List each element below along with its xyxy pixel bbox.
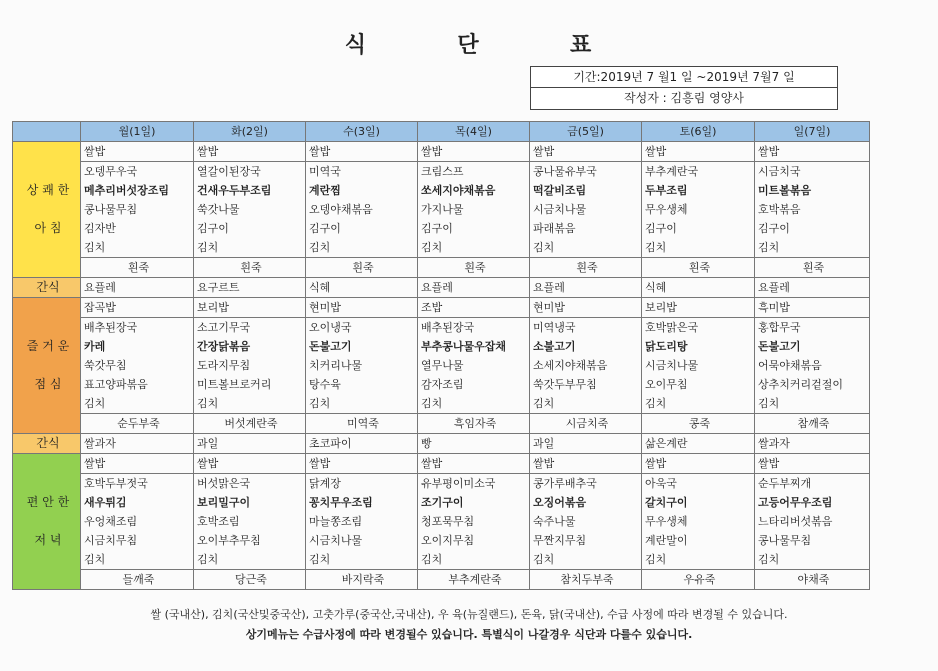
dish-cell: 어묵야채볶음 — [755, 356, 870, 375]
porridge-cell: 미역죽 — [306, 414, 418, 434]
menu-row — [13, 356, 870, 375]
dish-cell: 숙주나물 — [530, 512, 642, 531]
porridge-cell: 들깨죽 — [81, 570, 194, 590]
dish-cell: 무우생체 — [642, 512, 755, 531]
dish-cell: 배추된장국 — [418, 318, 530, 338]
porridge-cell: 참깨죽 — [755, 414, 870, 434]
dish-cell: 소세지야채볶음 — [530, 356, 642, 375]
porridge-cell: 당근죽 — [194, 570, 306, 590]
dish-cell: 오이부추무침 — [194, 531, 306, 550]
dish-cell: 두부조림 — [642, 181, 755, 200]
porridge-cell: 흰죽 — [194, 258, 306, 278]
page-title — [0, 28, 938, 59]
dish-cell: 호박맑은국 — [642, 318, 755, 338]
meal-label-lunch: 즐 거 운 점 심 — [13, 298, 81, 434]
porridge-cell: 흰죽 — [418, 258, 530, 278]
dish-cell: 계란말이 — [642, 531, 755, 550]
dish-cell: 시금치국 — [755, 162, 870, 182]
dish-cell: 아욱국 — [642, 474, 755, 494]
menu-row — [13, 337, 870, 356]
porridge-cell: 순두부죽 — [81, 414, 194, 434]
dish-cell: 부추콩나물우잡채 — [418, 337, 530, 356]
dish-cell: 순두부찌개 — [755, 474, 870, 494]
snack-cell: 삶은계란 — [642, 434, 755, 454]
dish-cell: 새우튀김 — [81, 493, 194, 512]
dish-cell: 보리밥 — [642, 298, 755, 318]
dish-cell: 미트볼볶음 — [755, 181, 870, 200]
dish-cell: 홍합무국 — [755, 318, 870, 338]
dish-cell: 미역국 — [306, 162, 418, 182]
dish-cell: 김치 — [194, 550, 306, 570]
dish-cell: 쌀밥 — [642, 142, 755, 162]
porridge-cell: 참치두부죽 — [530, 570, 642, 590]
menu-row — [13, 162, 870, 182]
dish-cell: 오이냉국 — [306, 318, 418, 338]
dish-cell: 김치 — [194, 238, 306, 258]
dish-cell: 콩가루배추국 — [530, 474, 642, 494]
dish-cell: 김치 — [755, 238, 870, 258]
snack-cell: 과일 — [194, 434, 306, 454]
origin-note: 쌀 (국내산), 김치(국산및중국산), 고춧가루(중국산,국내산), 우 육(뉴질랜드), 돈육, 닭(국내산), 수급 사정에 따라 변경될 수 있습니다. — [150, 608, 788, 621]
dish-cell: 버섯맑은국 — [194, 474, 306, 494]
menu-row — [13, 181, 870, 200]
dish-cell: 김구이 — [194, 219, 306, 238]
dish-cell: 탕수육 — [306, 375, 418, 394]
dish-cell: 김치 — [530, 238, 642, 258]
day-header: 일(7일) — [755, 122, 870, 142]
menu-row — [13, 238, 870, 258]
dish-cell: 김치 — [418, 238, 530, 258]
meal-label-snack1: 간식 — [13, 278, 81, 298]
snack-cell: 요플레 — [530, 278, 642, 298]
menu-row — [13, 394, 870, 414]
info-box — [530, 66, 838, 110]
dish-cell: 쌀밥 — [306, 454, 418, 474]
dish-cell: 쌀밥 — [642, 454, 755, 474]
dish-cell: 쌀밥 — [194, 454, 306, 474]
dish-cell: 쌀밥 — [530, 142, 642, 162]
dish-cell: 감자조림 — [418, 375, 530, 394]
dish-cell: 소불고기 — [530, 337, 642, 356]
dish-cell: 김치 — [755, 550, 870, 570]
dish-cell: 현미밥 — [306, 298, 418, 318]
author-text: 작성자 : 김흥림 영양사 — [624, 91, 744, 105]
menu-table — [12, 121, 870, 590]
dish-cell: 오징어볶음 — [530, 493, 642, 512]
dish-cell: 떡갈비조림 — [530, 181, 642, 200]
dish-cell: 김치 — [81, 394, 194, 414]
menu-row — [13, 512, 870, 531]
dish-cell: 파래볶음 — [530, 219, 642, 238]
dish-cell: 미트볼브로커리 — [194, 375, 306, 394]
snack-cell: 식혜 — [642, 278, 755, 298]
day-header: 월(1일) — [81, 122, 194, 142]
dish-cell: 청포묵무침 — [418, 512, 530, 531]
menu-row — [13, 142, 870, 162]
dish-cell: 김치 — [642, 238, 755, 258]
dish-cell: 쌀밥 — [418, 142, 530, 162]
dish-cell: 시금치나물 — [306, 531, 418, 550]
dish-cell: 오이무침 — [642, 375, 755, 394]
dish-cell: 김치 — [81, 550, 194, 570]
dish-cell: 가지나물 — [418, 200, 530, 219]
porridge-row — [13, 414, 870, 434]
dish-cell: 쑥갓무침 — [81, 356, 194, 375]
dish-cell: 콩나물무침 — [81, 200, 194, 219]
porridge-cell: 흰죽 — [530, 258, 642, 278]
menu-row — [13, 531, 870, 550]
dish-cell: 김구이 — [642, 219, 755, 238]
dish-cell: 계란찜 — [306, 181, 418, 200]
dish-cell: 콩나물무침 — [755, 531, 870, 550]
porridge-cell: 버섯계란죽 — [194, 414, 306, 434]
meal-label-breakfast: 상 쾌 한 아 침 — [13, 142, 81, 278]
dish-cell: 김치 — [306, 238, 418, 258]
dish-cell: 쑥갓두부무침 — [530, 375, 642, 394]
dish-cell: 김치 — [306, 550, 418, 570]
menu-row — [13, 219, 870, 238]
dish-cell: 김치 — [418, 550, 530, 570]
dish-cell: 시금치나물 — [530, 200, 642, 219]
period-text: 기간:2019년 7 월1 일 ~2019년 7월7 일 — [531, 67, 837, 88]
porridge-row — [13, 258, 870, 278]
dish-cell: 미역냉국 — [530, 318, 642, 338]
dish-cell: 쌀밥 — [81, 454, 194, 474]
porridge-cell: 흰죽 — [306, 258, 418, 278]
dish-cell: 김치 — [530, 394, 642, 414]
meal-label-snack2: 간식 — [13, 434, 81, 454]
snack-cell: 쌀과자 — [81, 434, 194, 454]
menu-row — [13, 200, 870, 219]
title-char-1: 식 — [344, 33, 369, 58]
dish-cell: 쏘세지야채볶음 — [418, 181, 530, 200]
dish-cell: 소고기무국 — [194, 318, 306, 338]
dish-cell: 시금치나물 — [642, 356, 755, 375]
dish-cell: 크림스프 — [418, 162, 530, 182]
dish-cell: 무우생체 — [642, 200, 755, 219]
porridge-row — [13, 570, 870, 590]
dish-cell: 호박조림 — [194, 512, 306, 531]
dish-cell: 보리밀구이 — [194, 493, 306, 512]
snack-row — [13, 434, 870, 454]
dish-cell: 흑미밥 — [755, 298, 870, 318]
porridge-cell: 콩죽 — [642, 414, 755, 434]
dish-cell: 상추치커리겉절이 — [755, 375, 870, 394]
dish-cell: 쌀밥 — [418, 454, 530, 474]
menu-row — [13, 454, 870, 474]
snack-cell: 빵 — [418, 434, 530, 454]
menu-row — [13, 298, 870, 318]
dish-cell: 호박볶음 — [755, 200, 870, 219]
menu-row — [13, 493, 870, 512]
dish-cell: 치커리나물 — [306, 356, 418, 375]
dish-cell: 갈치구이 — [642, 493, 755, 512]
porridge-cell: 흰죽 — [81, 258, 194, 278]
dish-cell: 쌀밥 — [306, 142, 418, 162]
dish-cell: 잡곡밥 — [81, 298, 194, 318]
dish-cell: 고등어무우조림 — [755, 493, 870, 512]
snack-cell: 요플레 — [81, 278, 194, 298]
dish-cell: 호박두부젓국 — [81, 474, 194, 494]
dish-cell: 김치 — [194, 394, 306, 414]
dish-cell: 무짠지무침 — [530, 531, 642, 550]
title-char-2: 단 — [457, 33, 481, 58]
porridge-cell: 부추계란죽 — [418, 570, 530, 590]
dish-cell: 쌀밥 — [755, 142, 870, 162]
dish-cell: 김치 — [81, 238, 194, 258]
dish-cell: 쌀밥 — [530, 454, 642, 474]
snack-cell: 요플레 — [418, 278, 530, 298]
dish-cell: 도라지무침 — [194, 356, 306, 375]
dish-cell: 오이지무침 — [418, 531, 530, 550]
porridge-cell: 흑임자죽 — [418, 414, 530, 434]
dish-cell: 간장닭볶음 — [194, 337, 306, 356]
porridge-cell: 야채죽 — [755, 570, 870, 590]
dish-cell: 오뎅무우국 — [81, 162, 194, 182]
porridge-cell: 흰죽 — [642, 258, 755, 278]
dish-cell: 시금치무침 — [81, 531, 194, 550]
dish-cell: 김자반 — [81, 219, 194, 238]
dish-cell: 돈불고기 — [755, 337, 870, 356]
dish-cell: 조기구이 — [418, 493, 530, 512]
dish-cell: 현미밥 — [530, 298, 642, 318]
dish-cell: 메추리버섯장조림 — [81, 181, 194, 200]
corner-cell — [13, 122, 81, 142]
dish-cell: 김치 — [306, 394, 418, 414]
porridge-cell: 흰죽 — [755, 258, 870, 278]
day-header: 목(4일) — [418, 122, 530, 142]
dish-cell: 건새우두부조림 — [194, 181, 306, 200]
menu-row — [13, 375, 870, 394]
day-header: 수(3일) — [306, 122, 418, 142]
dish-cell: 김구이 — [306, 219, 418, 238]
snack-cell: 요구르트 — [194, 278, 306, 298]
snack-row — [13, 278, 870, 298]
menu-row — [13, 318, 870, 338]
porridge-cell: 우유죽 — [642, 570, 755, 590]
dish-cell: 열무나물 — [418, 356, 530, 375]
dish-cell: 조밥 — [418, 298, 530, 318]
dish-cell: 쌀밥 — [194, 142, 306, 162]
snack-cell: 초코파이 — [306, 434, 418, 454]
dish-cell: 꽁치무우조림 — [306, 493, 418, 512]
notice-note: 상기메뉴는 수급사정에 따라 변경될수 있습니다. 특별식이 나갈경우 식단과 다를수 있습니다. — [245, 628, 693, 641]
dish-cell: 배추된장국 — [81, 318, 194, 338]
dish-cell: 쑥갓나물 — [194, 200, 306, 219]
day-header: 토(6일) — [642, 122, 755, 142]
porridge-cell: 바지락죽 — [306, 570, 418, 590]
day-header: 화(2일) — [194, 122, 306, 142]
title-char-3: 표 — [569, 33, 594, 58]
dish-cell: 우엉채조림 — [81, 512, 194, 531]
dish-cell: 김치 — [755, 394, 870, 414]
dish-cell: 느타리버섯볶음 — [755, 512, 870, 531]
dish-cell: 김치 — [642, 394, 755, 414]
dish-cell: 김치 — [530, 550, 642, 570]
dish-cell: 닭도리탕 — [642, 337, 755, 356]
dish-cell: 보리밥 — [194, 298, 306, 318]
dish-cell: 유부평이미소국 — [418, 474, 530, 494]
dish-cell: 오뎅야채볶음 — [306, 200, 418, 219]
dish-cell: 김구이 — [755, 219, 870, 238]
day-header: 금(5일) — [530, 122, 642, 142]
snack-cell: 요플레 — [755, 278, 870, 298]
dish-cell: 쌀밥 — [755, 454, 870, 474]
dish-cell: 닭계장 — [306, 474, 418, 494]
dish-cell: 마늘쫑조림 — [306, 512, 418, 531]
snack-cell: 과일 — [530, 434, 642, 454]
dish-cell: 부추계란국 — [642, 162, 755, 182]
menu-row — [13, 550, 870, 570]
menu-row — [13, 474, 870, 494]
dish-cell: 콩나물유부국 — [530, 162, 642, 182]
snack-cell: 쌀과자 — [755, 434, 870, 454]
dish-cell: 돈불고기 — [306, 337, 418, 356]
dish-cell: 열갈이된장국 — [194, 162, 306, 182]
dish-cell: 표고양파볶음 — [81, 375, 194, 394]
header-row — [13, 122, 870, 142]
dish-cell: 김치 — [418, 394, 530, 414]
dish-cell: 쌀밥 — [81, 142, 194, 162]
porridge-cell: 시금치죽 — [530, 414, 642, 434]
meal-label-dinner: 편 안 한 저 녁 — [13, 454, 81, 590]
dish-cell: 김구이 — [418, 219, 530, 238]
snack-cell: 식혜 — [306, 278, 418, 298]
dish-cell: 김치 — [642, 550, 755, 570]
dish-cell: 카레 — [81, 337, 194, 356]
